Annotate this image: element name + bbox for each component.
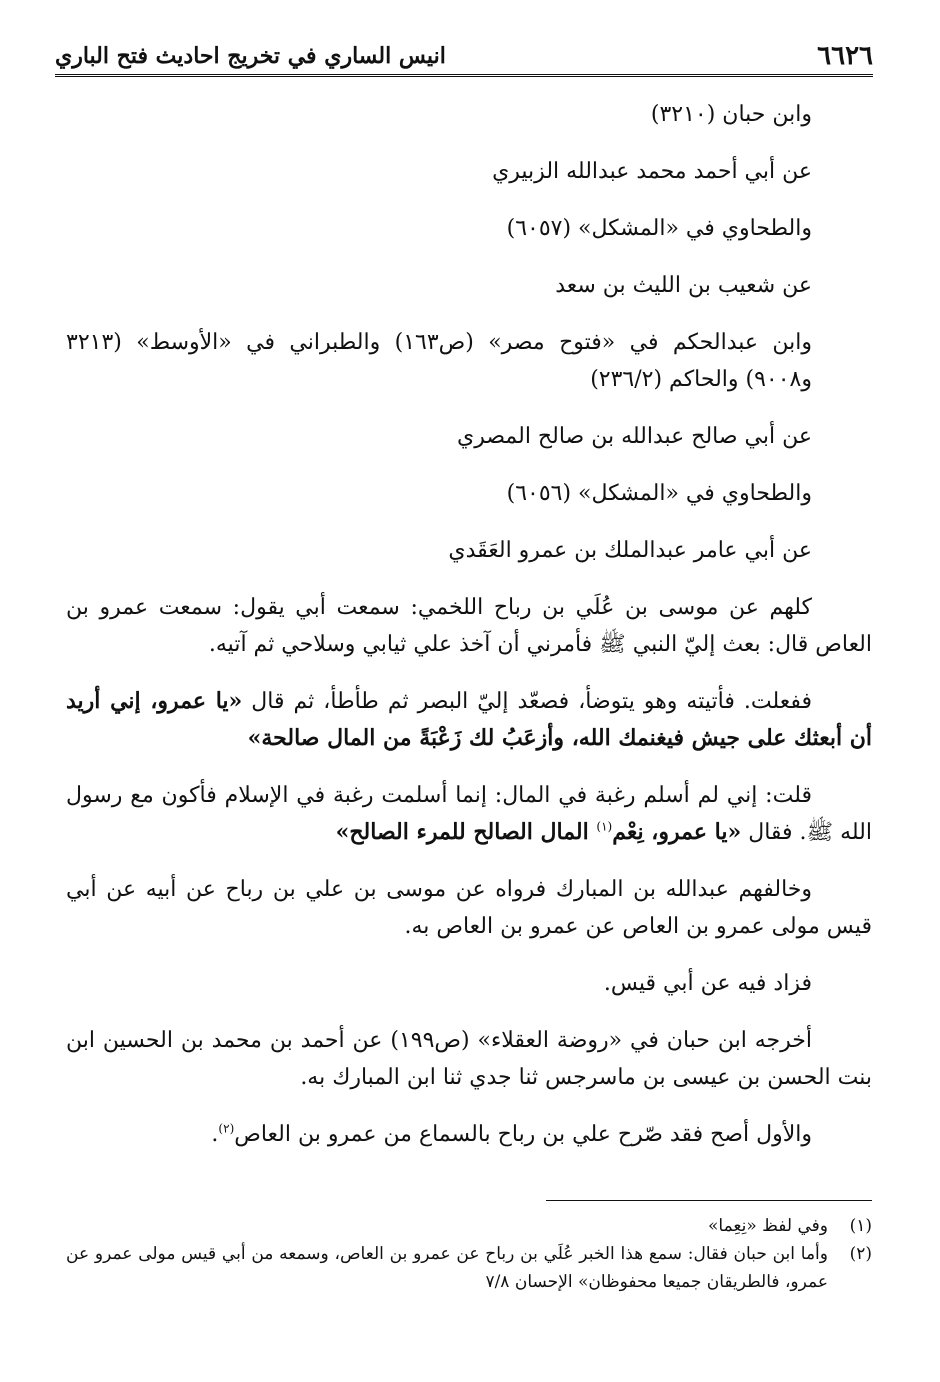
footnote-ref: (١) xyxy=(596,819,613,834)
paragraph xyxy=(66,1116,872,1153)
footnote-ref: (٢) xyxy=(218,1121,235,1136)
footnote xyxy=(66,1240,872,1296)
paragraph: عن أبي أحمد محمد عبدالله الزبيري xyxy=(492,159,812,184)
paragraph: وابن عبدالحكم في «فتوح مصر» (ص١٦٣) والطبراني في «الأوسط» (٣٢١٣ و٩٠٠٨) والحاكم (٢٣٦/٢) xyxy=(66,330,812,392)
footnote-divider xyxy=(546,1200,872,1201)
footnote xyxy=(66,1212,872,1240)
paragraph-hadith xyxy=(66,777,872,851)
footnote-text: وأما ابن حبان فقال: سمع هذا الخبر عُلَي بن رباح عن عمرو بن العاص، وسمعه من أبي قيس مولى عمرو عن عمرو، فالطريقان جميعا محفوظان» الإحسان ٧/٨ xyxy=(66,1244,828,1292)
book-title: انيس الساري في تخريج احاديث فتح الباري xyxy=(55,43,446,69)
paragraph: والطحاوي في «المشكل» (٦٠٥٧) xyxy=(506,216,812,241)
paragraph: عن أبي عامر عبدالملك بن عمرو العَقَدي xyxy=(448,538,812,563)
paragraph: عن شعيب بن الليث بن سعد xyxy=(555,273,812,298)
paragraph: والطحاوي في «المشكل» (٦٠٥٦) xyxy=(506,481,812,506)
main-text xyxy=(66,96,872,1173)
hadith-quote: «يا عمرو، إني أريد أن أبعثك على جيش فيغنمك الله، وأزعَبُ لك زَعْبَةً من المال صالحة» xyxy=(66,688,872,751)
paragraph-text: قلت: إني لم أسلم رغبة في المال: إنما أسلمت رغبة في الإسلام فأكون مع رسول الله ﷺ. فقال xyxy=(66,783,872,845)
footnote-text: وفي لفظ «نِعِما» xyxy=(708,1216,828,1236)
paragraph: فزاد فيه عن أبي قيس. xyxy=(603,971,812,996)
footnotes xyxy=(66,1212,872,1296)
paragraph-hadith xyxy=(66,683,872,757)
paragraph-text: والأول أصح فقد صّرح علي بن رباح بالسماع من عمرو بن العاص xyxy=(234,1122,812,1147)
page-header xyxy=(55,38,873,77)
paragraph-narration: كلهم عن موسى بن عُلَي بن رباح اللخمي: سمعت أبي يقول: سمعت عمرو بن العاص قال: بعث إليّ النبي ﷺ فأمرني أن آخذ علي ثيابي وسلاحي ثم آتيه. xyxy=(66,595,872,657)
paragraph: وخالفهم عبدالله بن المبارك فرواه عن موسى بن علي بن رباح عن أبيه عن أبي قيس مولى عمرو بن العاص عن عمرو بن العاص به. xyxy=(66,877,872,939)
footnote-number: (٢) xyxy=(849,1244,872,1264)
paragraph-end: . xyxy=(211,1122,219,1147)
paragraph: عن أبي صالح عبدالله بن صالح المصري xyxy=(456,424,812,449)
footnote-number: (١) xyxy=(849,1216,872,1236)
paragraph: أخرجه ابن حبان في «روضة العقلاء» (ص١٩٩) عن أحمد بن محمد بن الحسين ابن بنت الحسن بن عيسى بن ماسرجس ثنا جدي ثنا ابن المبارك به. xyxy=(66,1028,872,1090)
page-number: ٦٦٢٦ xyxy=(817,41,873,71)
hadith-quote: المال الصالح للمرء الصالح» xyxy=(335,819,597,845)
hadith-quote: «يا عمرو، نِعْم xyxy=(612,819,742,845)
paragraph-text: ففعلت. فأتيته وهو يتوضأ، فصعّد إليّ البصر ثم طأطأ، ثم قال xyxy=(242,689,812,714)
paragraph: وابن حبان (٣٢١٠) xyxy=(650,102,812,127)
